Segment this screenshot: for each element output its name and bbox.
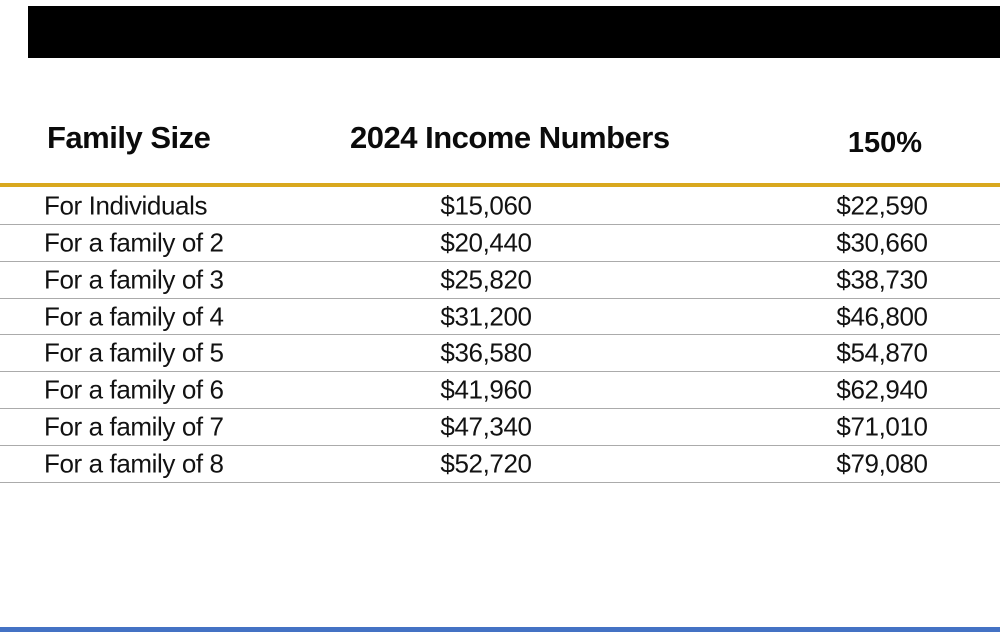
income-value-cell: $36,580 (440, 337, 532, 368)
income-value-cell: $25,820 (440, 264, 532, 295)
header-150-percent: 150% (847, 127, 923, 159)
bottom-accent-line (0, 627, 1000, 632)
header-income-numbers: 2024 Income Numbers (350, 120, 670, 155)
family-size-cell: For a family of 7 (44, 411, 224, 442)
family-size-cell: For a family of 2 (44, 227, 224, 258)
top-black-bar (28, 6, 1000, 58)
table-row (0, 262, 1000, 299)
table-row (0, 446, 1000, 483)
family-size-cell: For a family of 5 (44, 337, 224, 368)
table-row (0, 299, 1000, 336)
pct150-value-cell: $79,080 (836, 448, 928, 479)
header-family-size: Family Size (47, 120, 211, 155)
pct150-value-cell: $22,590 (836, 190, 928, 221)
income-value-cell: $20,440 (440, 227, 532, 258)
pct150-value-cell: $62,940 (836, 374, 928, 405)
income-value-cell: $31,200 (440, 301, 532, 331)
income-value-cell: $41,960 (440, 374, 532, 405)
income-table (0, 188, 1000, 483)
family-size-cell: For a family of 4 (44, 301, 224, 331)
table-row (0, 409, 1000, 446)
pct150-value-cell: $54,870 (836, 337, 928, 368)
pct150-value-cell: $71,010 (836, 411, 928, 442)
income-value-cell: $15,060 (440, 190, 532, 221)
family-size-cell: For a family of 3 (44, 264, 224, 295)
pct150-value-cell: $46,800 (836, 301, 928, 331)
table-row (0, 225, 1000, 262)
table-header (0, 112, 1000, 168)
table-row (0, 188, 1000, 225)
income-value-cell: $47,340 (440, 411, 532, 442)
family-size-cell: For a family of 6 (44, 374, 224, 405)
pct150-value-cell: $30,660 (836, 227, 928, 258)
pct150-value-cell: $38,730 (836, 264, 928, 295)
family-size-cell: For a family of 8 (44, 448, 224, 479)
family-size-cell: For Individuals (44, 190, 208, 221)
table-row (0, 372, 1000, 409)
header-underline (0, 183, 1000, 187)
table-row (0, 335, 1000, 372)
income-value-cell: $52,720 (440, 448, 532, 479)
